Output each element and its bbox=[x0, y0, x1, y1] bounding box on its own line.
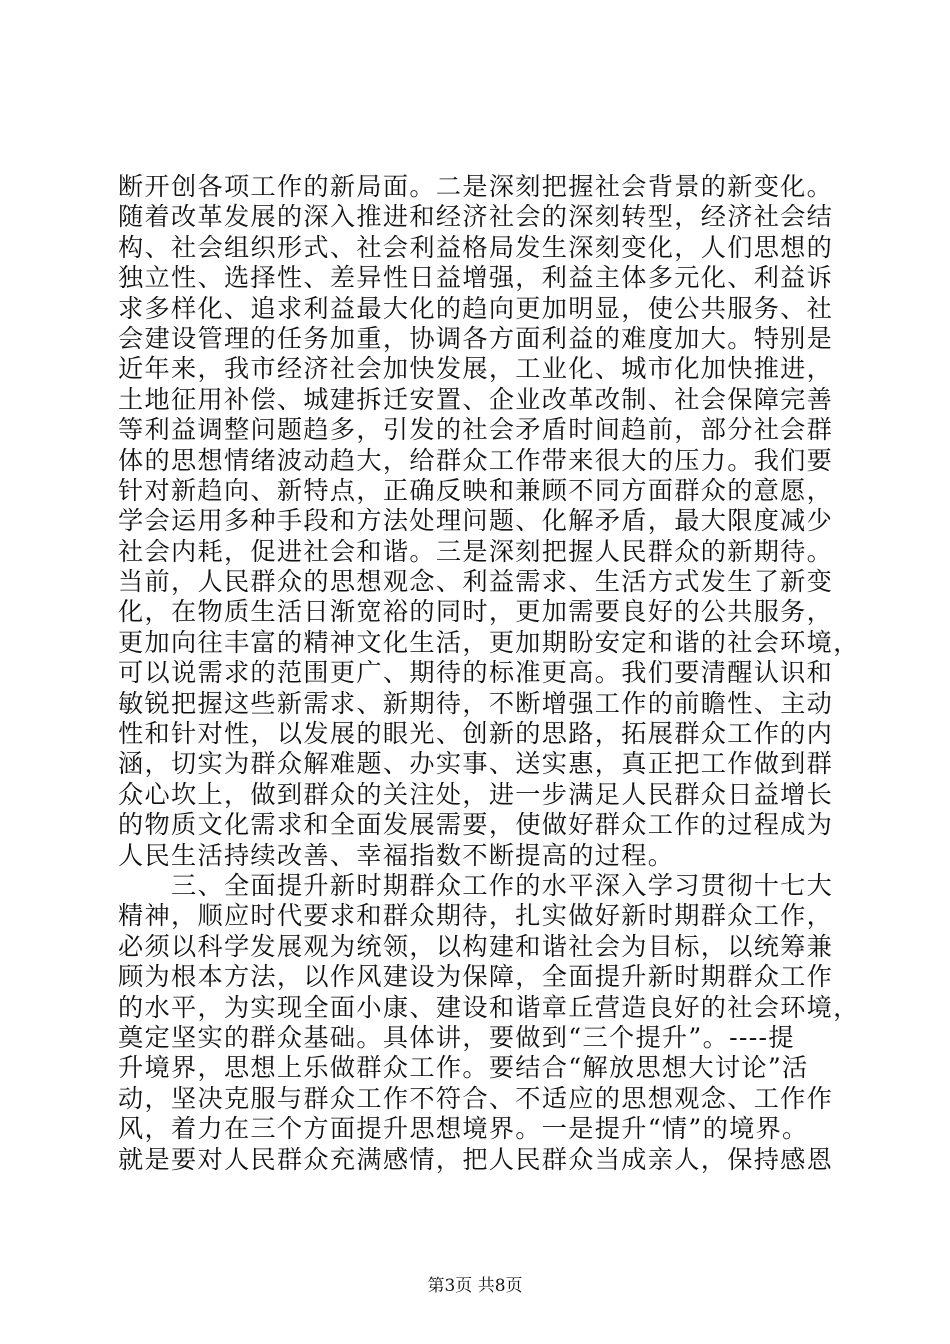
text-line: 学会运用多种手段和方法处理问题、化解矛盾，最大限度减少 bbox=[118, 506, 834, 536]
text-line: 众心坎上，做到群众的关注处，进一步满足人民群众日益增长 bbox=[118, 779, 834, 809]
text-line: 的物质文化需求和全面发展需要，使做好群众工作的过程成为 bbox=[118, 810, 834, 840]
text-line: 更加向往丰富的精神文化生活，更加期盼安定和谐的社会环境， bbox=[118, 627, 860, 657]
text-line: 土地征用补偿、城建拆迁安置、企业改革改制、社会保障完善 bbox=[118, 384, 834, 414]
text-line: 体的思想情绪波动趋大，给群众工作带来很大的压力。我们要 bbox=[118, 445, 834, 475]
text-line: 升境界，思想上乐做群众工作。要结合“解放思想大讨论”活 bbox=[118, 1053, 809, 1083]
text-line: 动，坚决克服与群众工作不符合、不适应的思想观念、工作作 bbox=[118, 1083, 834, 1113]
page-footer: 第3页 共8页 bbox=[427, 1276, 523, 1296]
text-line: 独立性、选择性、差异性日益增强，利益主体多元化、利益诉 bbox=[118, 263, 834, 293]
text-line: 奠定坚实的群众基础。具体讲，要做到“三个提升”。----提 bbox=[118, 1022, 795, 1052]
text-line: 断开创各项工作的新局面。二是深刻把握社会背景的新变化。 bbox=[118, 172, 834, 201]
text-line: 构、社会组织形式、社会利益格局发生深刻变化，人们思想的 bbox=[118, 232, 834, 262]
text-line: 精神，顺应时代要求和群众期待，扎实做好新时期群众工作， bbox=[118, 901, 834, 931]
text-line: 风，着力在三个方面提升思想境界。一是提升“情”的境界。 bbox=[118, 1114, 809, 1144]
text-line: 等利益调整问题趋多，引发的社会矛盾时间趋前，部分社会群 bbox=[118, 415, 834, 445]
text-line: 会建设管理的任务加重，协调各方面利益的难度加大。特别是 bbox=[118, 323, 834, 353]
text-line: 性和针对性，以发展的眼光、创新的思路，拓展群众工作的内 bbox=[118, 719, 834, 749]
body-text bbox=[118, 172, 860, 1175]
text-line: 必须以科学发展观为统领，以构建和谐社会为目标，以统筹兼 bbox=[118, 931, 834, 961]
text-line: 的水平，为实现全面小康、建设和谐章丘营造良好的社会环境， bbox=[118, 992, 860, 1022]
text-line: 随着改革发展的深入推进和经济社会的深刻转型，经济社会结 bbox=[118, 202, 834, 232]
text-line: 化，在物质生活日渐宽裕的同时，更加需要良好的公共服务， bbox=[118, 597, 834, 627]
text-line: 人民生活持续改善、幸福指数不断提高的过程。 bbox=[118, 840, 675, 870]
text-line: 可以说需求的范围更广、期待的标准更高。我们要清醒认识和 bbox=[118, 658, 834, 688]
text-line: 敏锐把握这些新需求、新期待，不断增强工作的前瞻性、主动 bbox=[118, 688, 834, 718]
text-line: 涵，切实为群众解难题、办实事、送实惠，真正把工作做到群 bbox=[118, 749, 834, 779]
text-line: 就是要对人民群众充满感情，把人民群众当成亲人，保持感恩 bbox=[118, 1144, 834, 1174]
text-line: 三、全面提升新时期群众工作的水平深入学习贯彻十七大 bbox=[118, 870, 834, 900]
text-line: 针对新趋向、新特点，正确反映和兼顾不同方面群众的意愿， bbox=[118, 475, 834, 505]
text-line: 近年来，我市经济社会加快发展，工业化、城市化加快推进， bbox=[118, 354, 834, 384]
text-line: 当前，人民群众的思想观念、利益需求、生活方式发生了新变 bbox=[118, 567, 834, 597]
text-line: 求多样化、追求利益最大化的趋向更加明显，使公共服务、社 bbox=[118, 293, 834, 323]
text-line: 顾为根本方法，以作风建设为保障，全面提升新时期群众工作 bbox=[118, 962, 834, 992]
text-line: 社会内耗，促进社会和谐。三是深刻把握人民群众的新期待。 bbox=[118, 536, 834, 566]
